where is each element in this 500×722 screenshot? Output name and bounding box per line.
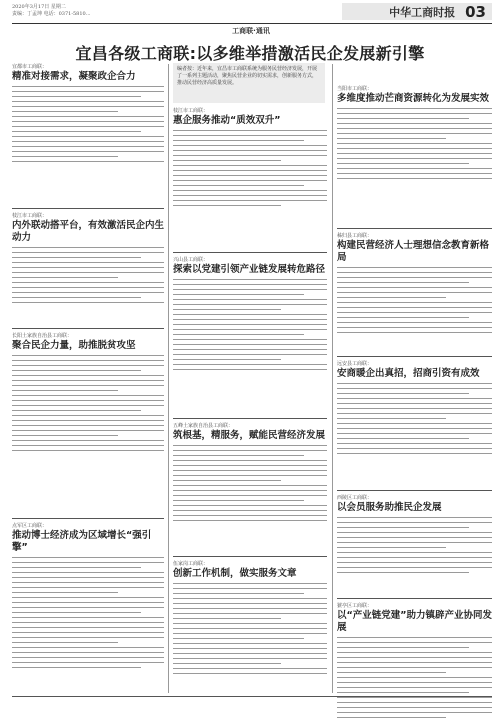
- article-title: 聚合民企力量，助推脱贫攻坚: [12, 340, 136, 351]
- date-editor-block: [12, 4, 91, 18]
- column-right: [337, 62, 492, 691]
- article-region: 猇亭区工商联：: [337, 603, 373, 609]
- article-title: 推动博士经济成为区域增长“强引擎”: [12, 530, 152, 553]
- article-body: [12, 86, 164, 162]
- paper-title-block: [342, 3, 492, 20]
- article-zigui: [337, 224, 492, 337]
- article-body: [337, 383, 492, 454]
- column-middle: [173, 62, 327, 691]
- article-region: 点军区工商联：: [12, 523, 48, 529]
- bottom-rule: [12, 696, 492, 697]
- article-changyang: [12, 324, 164, 455]
- article-title: 多维度推动芒商资源转化为发展实效: [337, 93, 490, 104]
- article-title: 精准对接需求，凝聚政企合力: [12, 71, 136, 82]
- article-body: [173, 445, 327, 521]
- column-divider: [168, 64, 169, 693]
- article-region: 秭归县工商联：: [337, 233, 373, 239]
- article-yidu: [12, 64, 164, 166]
- page-headline: 宜昌各级工商联:以多维举措激活民企发展新引擎: [75, 44, 425, 63]
- article-body: [12, 557, 164, 668]
- article-title: 惠企服务推动“质效双升”: [173, 115, 281, 126]
- article-title: 创新工作机制，做实服务文章: [173, 568, 297, 579]
- article-body: [12, 355, 164, 451]
- paper-name: 中华工商时报: [389, 5, 456, 19]
- article-body: [173, 583, 327, 674]
- article-title: 构建民营经济人士理想信念教育新格局: [337, 240, 490, 263]
- article-yuanan: [337, 352, 492, 458]
- article-xingshan: [173, 248, 327, 374]
- article-region: 枝江市工商联：: [173, 108, 209, 114]
- editor-note: 编者按：近年来，宜昌市工商联系统为服务民营经济发展，开展了一系列主题活动，聚焦民营企业的切实需求，创新服务方式，推动民营经济高质量发展。: [173, 63, 325, 103]
- article-body: [173, 130, 327, 206]
- article-body: [337, 637, 492, 718]
- article-region: 长阳土家族自治县工商联：: [12, 333, 73, 339]
- date-line: 2020年3月17日 星期二: [12, 4, 66, 10]
- article-title: 探索以党建引领产业链发展转危路径: [173, 264, 326, 275]
- article-xiling: [337, 486, 492, 577]
- article-title: 以会员服务助推民企发展: [337, 502, 442, 513]
- article-dianjun: [12, 514, 164, 672]
- article-region: 伍家岗工商联：: [173, 561, 209, 567]
- article-region: 兴山县工商联：: [173, 257, 209, 263]
- article-body: [337, 108, 492, 179]
- section-banner: 工商联·通讯: [232, 27, 270, 35]
- top-rule: [12, 23, 492, 24]
- article-region: 当阳市工商联：: [337, 86, 373, 92]
- article-zhijiang-service: [173, 108, 327, 210]
- article-xiaoting: [337, 594, 492, 722]
- editor-line: 责编：丁孟坤 电话：0371-5810...: [12, 11, 91, 17]
- column-divider: [332, 64, 333, 693]
- article-body: [337, 517, 492, 573]
- article-region: 五峰土家族自治县工商联：: [173, 423, 234, 429]
- article-body: [337, 267, 492, 333]
- article-body: [173, 279, 327, 370]
- article-region: 西陵区工商联：: [337, 495, 373, 501]
- column-left: [12, 62, 164, 691]
- article-region: 枝江市工商联：: [12, 213, 48, 219]
- article-region: 宜都市工商联：: [12, 64, 48, 70]
- article-title: 筑根基，精服务，赋能民营经济发展: [173, 430, 326, 441]
- page-number: 03: [465, 2, 486, 21]
- article-body: [12, 247, 164, 303]
- article-title: 以“产业链党建”助力镇辟产业协同发展: [337, 610, 492, 633]
- article-dangyang: [337, 86, 492, 183]
- article-zhijiang: [12, 204, 164, 307]
- article-wufeng: [173, 414, 327, 525]
- article-wujiagang: [173, 552, 327, 678]
- article-region: 远安县工商联：: [337, 361, 373, 367]
- article-title: 内外联动搭平台，有效激活民企内生动力: [12, 220, 165, 243]
- article-title: 安商暖企出真招，招商引资有成效: [337, 368, 480, 379]
